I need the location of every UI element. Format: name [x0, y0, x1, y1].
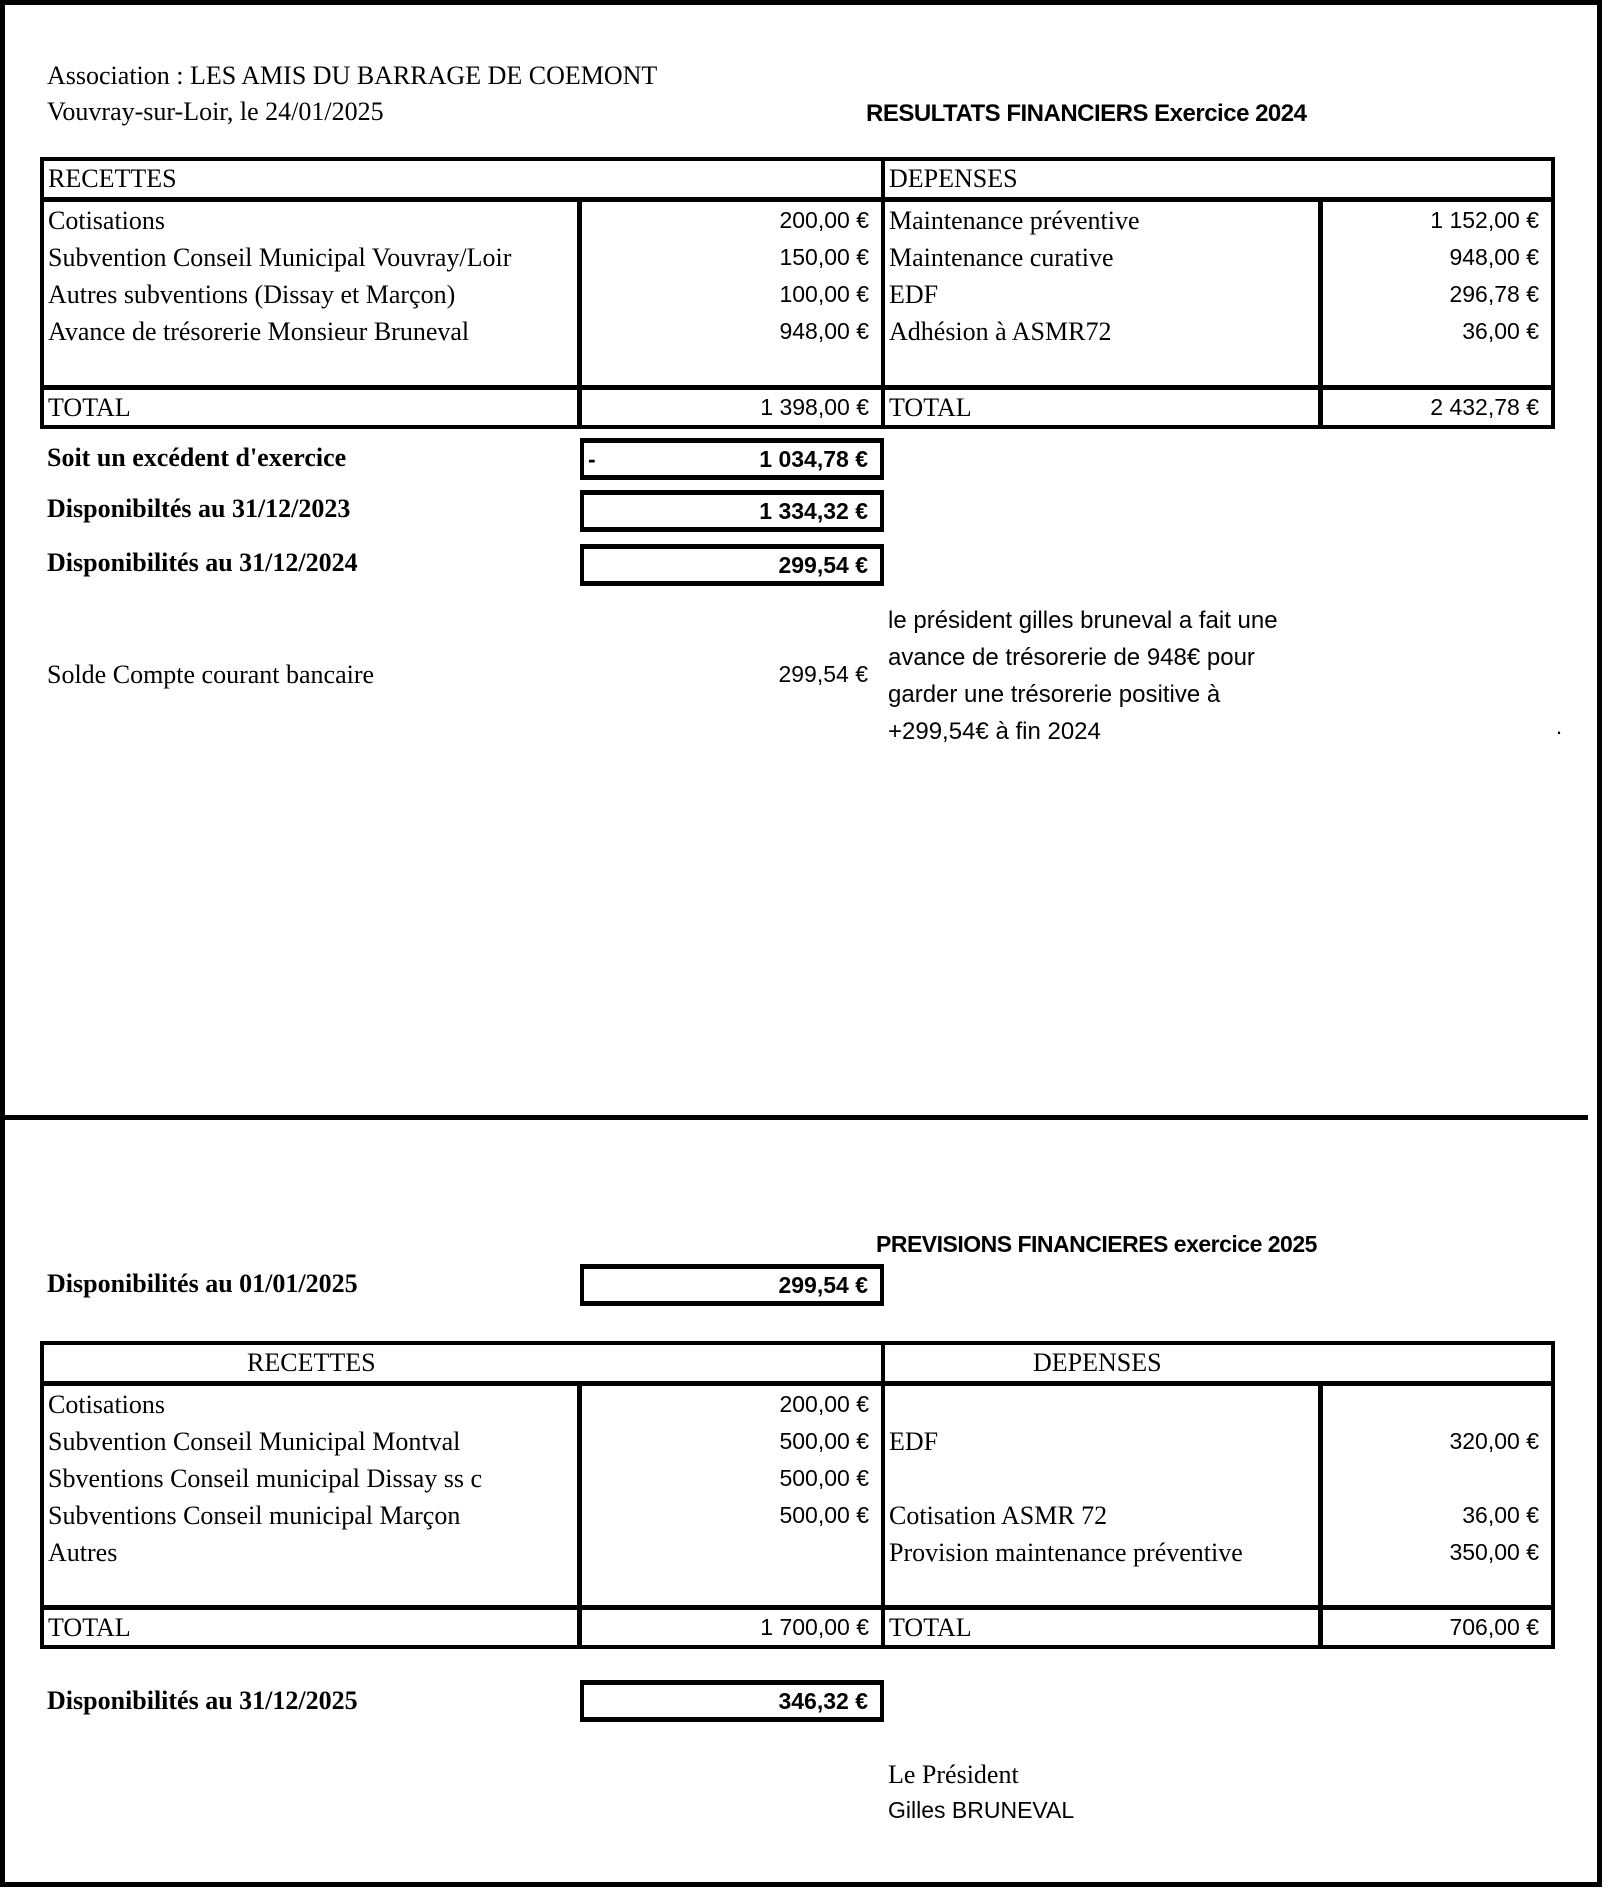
table-cell: [44, 1571, 577, 1608]
table-cell: [582, 1534, 881, 1571]
table-cell: Adhésion à ASMR72: [889, 317, 1112, 346]
table-body: [44, 1386, 1551, 1610]
excedent-label: Soit un excédent d'exercice: [47, 443, 347, 472]
dispo-2024-value: 299,54 €: [778, 551, 868, 578]
note-line: +299,54€ à fin 2024: [888, 718, 1101, 745]
previsions-2025-table: [40, 1341, 1555, 1649]
table-cell: 36,00 €: [1462, 318, 1539, 344]
table-cell: [885, 1571, 1318, 1608]
table-cell: 1 152,00 €: [1430, 207, 1539, 233]
total-recettes-label: TOTAL: [44, 1610, 582, 1645]
table-cell: [44, 350, 577, 387]
table-cell: 150,00 €: [779, 244, 869, 270]
total-row: [44, 390, 1551, 425]
table-cell: [1323, 1386, 1551, 1423]
dispo-end-value: 346,32 €: [778, 1687, 868, 1714]
table-cell: [885, 1460, 1318, 1497]
recettes-header: RECETTES: [44, 1345, 885, 1381]
excedent-sign: -: [588, 445, 596, 472]
table-cell: Subvention Conseil Municipal Vouvray/Loir: [48, 243, 512, 272]
table-cell: [582, 1571, 881, 1608]
total-recettes-label: TOTAL: [44, 390, 582, 425]
table-cell: [1323, 1460, 1551, 1497]
recettes-amounts: [582, 202, 885, 385]
dispo-2024-label: Disponibilités au 31/12/2024: [47, 548, 358, 577]
depenses-header: DEPENSES: [1033, 1348, 1162, 1377]
note-line: garder une trésorerie positive à: [888, 681, 1221, 708]
trailing-mark: .: [1556, 714, 1563, 739]
excedent-box: [580, 438, 884, 480]
table-cell: Provision maintenance préventive: [889, 1538, 1243, 1567]
recettes-labels: [44, 202, 582, 385]
table-cell: 948,00 €: [779, 318, 869, 344]
table-cell: Autres subventions (Dissay et Marçon): [48, 280, 456, 309]
dispo-end-box: [580, 1680, 884, 1722]
total-depenses-value: 2 432,78 €: [1430, 394, 1539, 420]
total-depenses-label: TOTAL: [885, 390, 1323, 425]
table-cell: Maintenance préventive: [889, 206, 1140, 235]
dispo-2023-value: 1 334,32 €: [759, 497, 868, 524]
depenses-labels: [885, 1386, 1323, 1605]
table-cell: 500,00 €: [779, 1465, 869, 1491]
dispo-2024-box: [580, 544, 884, 586]
recettes-amounts: [582, 1386, 885, 1605]
depenses-amounts: [1323, 202, 1551, 385]
signature-name: Gilles BRUNEVAL: [888, 1797, 1075, 1823]
table-cell: EDF: [889, 280, 939, 309]
president-note: [888, 602, 1278, 750]
dispo-2023-box: [580, 490, 884, 532]
table-cell: Cotisations: [48, 1390, 166, 1419]
association-name: Association : LES AMIS DU BARRAGE DE COEMONT: [47, 61, 658, 90]
total-row: [44, 1610, 1551, 1645]
solde-value: 299,54 €: [778, 661, 868, 687]
table-cell: [582, 350, 881, 387]
table-cell: 100,00 €: [779, 281, 869, 307]
depenses-amounts: [1323, 1386, 1551, 1605]
total-depenses-label: TOTAL: [885, 1610, 1323, 1645]
table-cell: Subvention Conseil Municipal Montval: [48, 1427, 461, 1456]
table-cell: 350,00 €: [1449, 1539, 1539, 1565]
total-depenses-value: 706,00 €: [1449, 1614, 1539, 1640]
note-line: avance de trésorerie de 948€ pour: [888, 644, 1255, 671]
table-header-row: [44, 1345, 1551, 1386]
dispo-start-label: Disponibilités au 01/01/2025: [47, 1269, 358, 1298]
previsions-title: PREVISIONS FINANCIERES exercice 2025: [876, 1231, 1317, 1257]
dispo-start-value: 299,54 €: [778, 1271, 868, 1298]
dispo-end-label: Disponibilités au 31/12/2025: [47, 1686, 358, 1715]
table-cell: Autres: [48, 1538, 118, 1567]
table-cell: Sbventions Conseil municipal Dissay ss c: [48, 1464, 483, 1493]
note-line: le président gilles bruneval a fait une: [888, 607, 1278, 634]
table-cell: 500,00 €: [779, 1502, 869, 1528]
table-cell: 948,00 €: [1449, 244, 1539, 270]
signature-role: Le Président: [888, 1760, 1019, 1789]
depenses-labels: [885, 202, 1323, 385]
dispo-start-box: [580, 1264, 884, 1306]
table-cell: EDF: [889, 1427, 939, 1456]
table-cell: 500,00 €: [779, 1428, 869, 1454]
total-recettes-value: 1 700,00 €: [582, 1610, 885, 1645]
table-cell: [885, 1386, 1318, 1423]
solde-label: Solde Compte courant bancaire: [47, 660, 375, 689]
table-cell: [1323, 350, 1551, 387]
excedent-value: 1 034,78 €: [759, 445, 868, 472]
place-date: Vouvray-sur-Loir, le 24/01/2025: [47, 97, 384, 126]
table-cell: 296,78 €: [1449, 281, 1539, 307]
total-recettes-value: 1 398,00 €: [582, 390, 885, 425]
recettes-labels: [44, 1386, 582, 1605]
table-cell: [885, 350, 1318, 387]
table-cell: 320,00 €: [1449, 1428, 1539, 1454]
table-cell: 36,00 €: [1462, 1502, 1539, 1528]
results-2024-table: [40, 157, 1555, 429]
table-cell: Avance de trésorerie Monsieur Bruneval: [48, 317, 470, 346]
table-body: [44, 202, 1551, 390]
table-cell: Cotisation ASMR 72: [889, 1501, 1108, 1530]
table-cell: Cotisations: [48, 206, 166, 235]
table-cell: 200,00 €: [779, 1391, 869, 1417]
depenses-header: DEPENSES: [889, 164, 1018, 193]
section-divider: [5, 1115, 1588, 1120]
table-cell: 200,00 €: [779, 207, 869, 233]
table-cell: Subventions Conseil municipal Marçon: [48, 1501, 461, 1530]
results-title: RESULTATS FINANCIERS Exercice 2024: [866, 100, 1307, 127]
table-cell: [1323, 1571, 1551, 1608]
table-cell: Maintenance curative: [889, 243, 1114, 272]
recettes-header: RECETTES: [44, 161, 885, 197]
table-header-row: [44, 161, 1551, 202]
dispo-2023-label: Disponibiltés au 31/12/2023: [47, 494, 351, 523]
